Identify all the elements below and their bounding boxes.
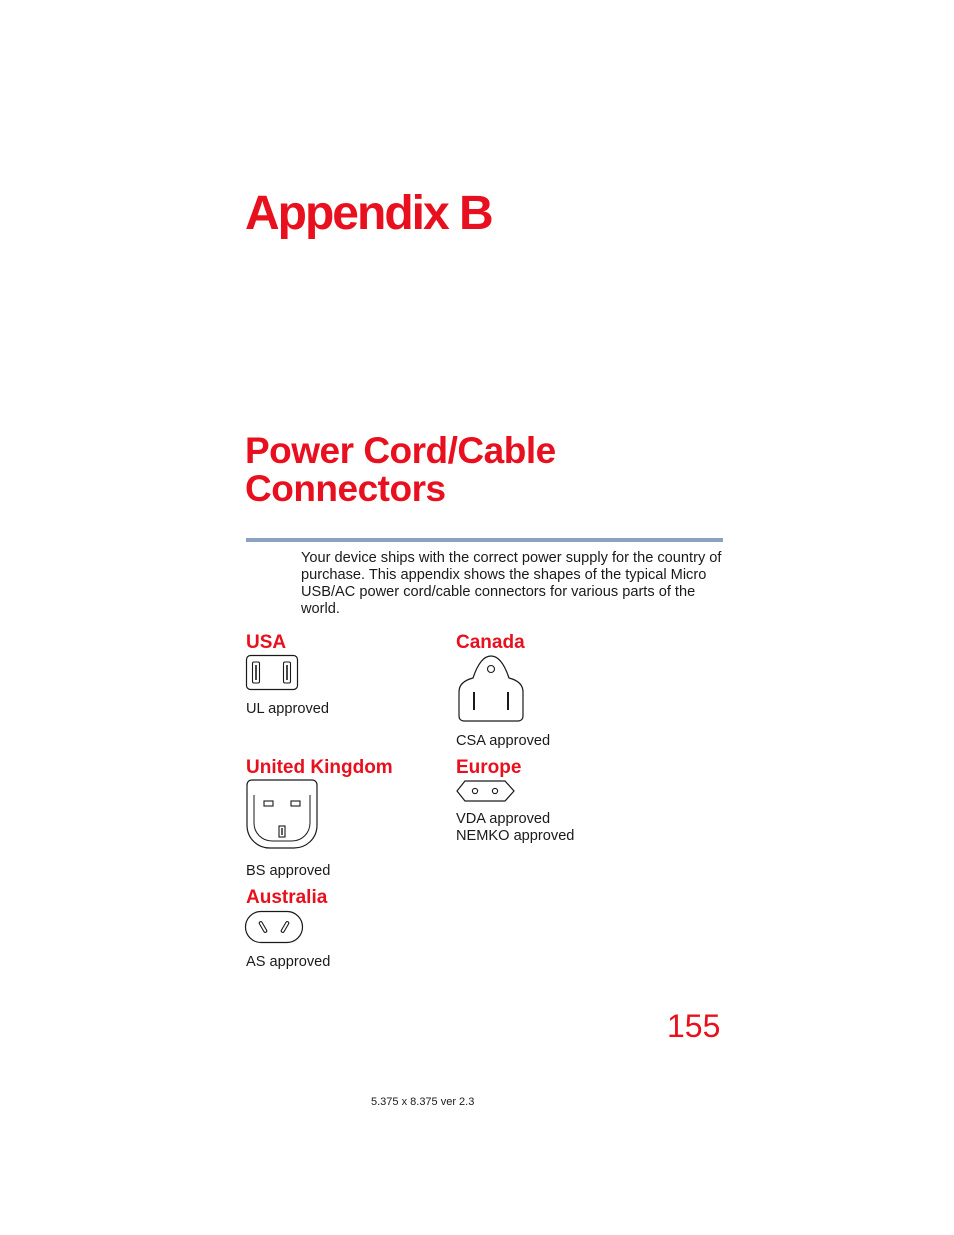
australia-heading: Australia [246, 887, 328, 908]
usa-plug-icon [245, 654, 301, 692]
chapter-title-line1: Power Cord/Cable [245, 430, 556, 471]
canada-approval: CSA approved [456, 733, 551, 749]
australia-approval: AS approved [246, 954, 331, 970]
usa-approval: UL approved [246, 701, 330, 717]
europe-plug-icon [455, 779, 517, 803]
chapter-title [245, 432, 556, 508]
europe-approval [456, 811, 574, 845]
intro-paragraph: Your device ships with the correct power supply for the country of purchase. This appendix shows the shapes of the typical Micro USB/AC power cord/cable connectors for various parts of the world. [301, 550, 722, 617]
uk-heading: United Kingdom [246, 757, 393, 778]
page-number: 155 [667, 1008, 721, 1044]
title-divider [246, 538, 723, 542]
footer-version: 5.375 x 8.375 ver 2.3 [371, 1096, 475, 1108]
chapter-title-line2: Connectors [245, 468, 446, 509]
usa-heading: USA [246, 632, 287, 653]
uk-approval: BS approved [246, 863, 331, 879]
uk-plug-icon [244, 779, 320, 851]
appendix-title: Appendix B [245, 187, 492, 240]
australia-plug-icon [244, 910, 306, 946]
europe-approval-line1: VDA approved [456, 811, 551, 827]
europe-heading: Europe [456, 757, 522, 778]
europe-approval-line2: NEMKO approved [456, 828, 575, 844]
canada-plug-icon [455, 654, 527, 724]
canada-heading: Canada [456, 632, 525, 653]
